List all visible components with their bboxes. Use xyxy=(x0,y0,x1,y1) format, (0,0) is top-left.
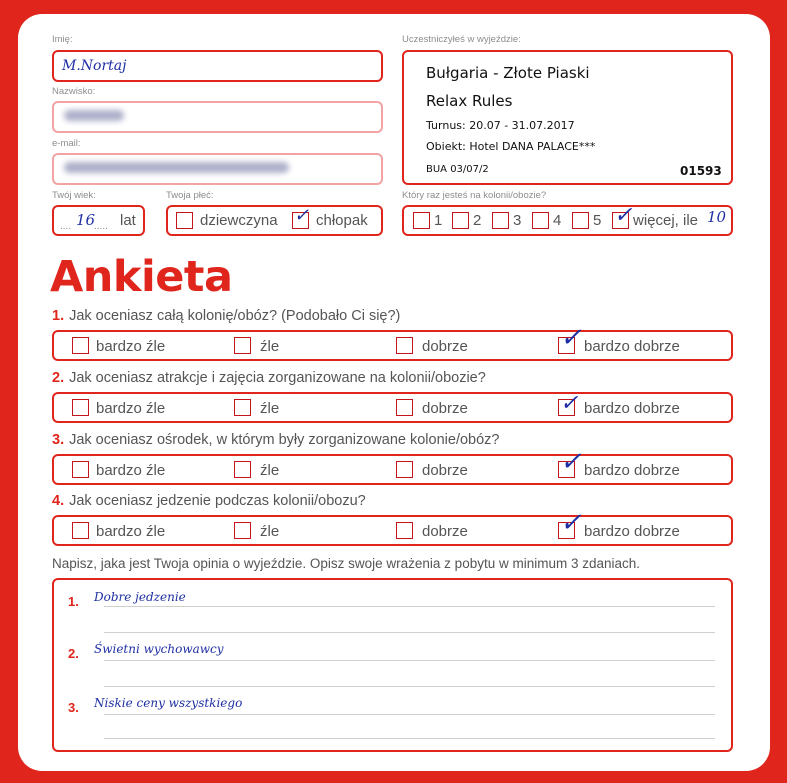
surname-field[interactable] xyxy=(52,101,383,133)
age-field[interactable] xyxy=(52,205,145,236)
q3-bardzo-dobrze-checkbox[interactable] xyxy=(558,447,582,478)
q3-zle-label: źle xyxy=(260,462,280,479)
q4-check-icon: ✓ xyxy=(560,508,582,538)
question-2-answers xyxy=(52,392,733,423)
q1-bardzo-dobrze-label: bardzo dobrze xyxy=(584,338,680,355)
question-2-number: 2. xyxy=(52,370,65,386)
gender-label: Twoja płeć: xyxy=(166,190,214,201)
gender-field xyxy=(166,205,383,236)
q4-bardzo-zle-label: bardzo źle xyxy=(96,523,166,540)
opinion-prompt: Napisz, jaka jest Twoja opinia o wyjeździe. Opisz swoje wrażenia z pobytu w minimum 3 zdaniach. xyxy=(52,556,641,571)
name-field[interactable] xyxy=(52,50,383,82)
times-option-5-label: 5 xyxy=(593,212,602,229)
opinion-2-text: Świetni wychowawcy xyxy=(94,642,224,656)
trip-destination: Bułgaria - Złote Piaski xyxy=(426,64,590,82)
question-2-text: Jak oceniasz atrakcje i zajęcia zorganizowane na kolonii/obozie? xyxy=(69,370,486,386)
opinion-1-text: Dobre jedzenie xyxy=(94,590,186,604)
q2-zle-label: źle xyxy=(260,400,280,417)
question-2 xyxy=(52,370,486,386)
trip-code: BUA 03/07/2 xyxy=(426,164,489,175)
q3-bardzo-zle-checkbox[interactable] xyxy=(72,461,89,478)
times-option-5-checkbox[interactable] xyxy=(572,212,589,229)
times-option-2-checkbox[interactable] xyxy=(452,212,469,229)
redacted-surname xyxy=(64,110,124,121)
trip-info-box xyxy=(402,50,733,185)
q1-bardzo-dobrze-checkbox[interactable] xyxy=(558,323,582,354)
trip-label: Uczestniczyłeś w wyjeździe: xyxy=(402,34,521,45)
gender-female-label: dziewczyna xyxy=(200,212,278,229)
email-field[interactable] xyxy=(52,153,383,185)
opinion-rule-3 xyxy=(104,660,715,661)
times-more-check-icon: ✓ xyxy=(614,203,633,228)
q1-dobrze-checkbox[interactable] xyxy=(396,337,413,354)
q2-bardzo-zle-label: bardzo źle xyxy=(96,400,166,417)
q4-bardzo-dobrze-checkbox[interactable] xyxy=(558,508,582,539)
question-1-answers xyxy=(52,323,733,361)
times-label: Który raz jesteś na kolonii/obozie? xyxy=(402,190,547,201)
question-4 xyxy=(52,493,366,509)
q4-dobrze-checkbox[interactable] xyxy=(396,522,413,539)
gender-male-label: chłopak xyxy=(316,212,368,229)
surname-label: Nazwisko: xyxy=(52,86,96,97)
question-3 xyxy=(52,432,499,448)
q2-bardzo-dobrze-checkbox[interactable] xyxy=(558,391,579,416)
gender-male-checkbox[interactable] xyxy=(292,205,310,229)
q1-zle-label: źle xyxy=(260,338,280,355)
opinion-3-text: Niskie ceny wszystkiego xyxy=(94,696,243,710)
q4-bardzo-dobrze-label: bardzo dobrze xyxy=(584,523,680,540)
times-option-3-checkbox[interactable] xyxy=(492,212,509,229)
q3-check-icon: ✓ xyxy=(560,447,582,477)
q1-check-icon: ✓ xyxy=(560,323,582,353)
age-label: Twój wiek: xyxy=(52,190,96,201)
times-option-4-checkbox[interactable] xyxy=(532,212,549,229)
q1-dobrze-label: dobrze xyxy=(422,338,468,355)
q2-dobrze-label: dobrze xyxy=(422,400,468,417)
survey-title: Ankieta xyxy=(50,252,233,302)
gender-female-checkbox[interactable] xyxy=(176,212,193,229)
question-4-text: Jak oceniasz jedzenie podczas kolonii/obozu? xyxy=(69,493,366,509)
question-1-text: Jak oceniasz całą kolonię/obóz? (Podobało Ci się?) xyxy=(69,308,401,324)
q4-bardzo-zle-checkbox[interactable] xyxy=(72,522,89,539)
question-1-number: 1. xyxy=(52,308,65,324)
times-option-4-label: 4 xyxy=(553,212,562,229)
opinion-3-number: 3. xyxy=(68,700,79,715)
times-option-1-label: 1 xyxy=(434,212,443,229)
q2-bardzo-dobrze-label: bardzo dobrze xyxy=(584,400,680,417)
q1-bardzo-zle-checkbox[interactable] xyxy=(72,337,89,354)
q2-check-icon: ✓ xyxy=(560,391,579,416)
q3-dobrze-label: dobrze xyxy=(422,462,468,479)
times-more-value: 10 xyxy=(707,208,727,226)
opinion-1-number: 1. xyxy=(68,594,79,609)
question-4-number: 4. xyxy=(52,493,65,509)
question-4-answers xyxy=(52,508,733,546)
q3-bardzo-dobrze-label: bardzo dobrze xyxy=(584,462,680,479)
opinion-2-number: 2. xyxy=(68,646,79,661)
gender-male-check-icon: ✓ xyxy=(294,205,310,226)
opinion-rule-4 xyxy=(104,686,715,687)
times-option-3-label: 3 xyxy=(513,212,522,229)
q2-bardzo-zle-checkbox[interactable] xyxy=(72,399,89,416)
q4-zle-checkbox[interactable] xyxy=(234,522,251,539)
q2-zle-checkbox[interactable] xyxy=(234,399,251,416)
times-option-1-checkbox[interactable] xyxy=(413,212,430,229)
age-dots-left: .... xyxy=(60,221,72,232)
opinion-rule-5 xyxy=(104,714,715,715)
question-3-number: 3. xyxy=(52,432,65,448)
q3-bardzo-zle-label: bardzo źle xyxy=(96,462,166,479)
name-value: M.Nortaj xyxy=(62,58,127,74)
trip-object: Obiekt: Hotel DANA PALACE*** xyxy=(426,140,596,153)
opinion-box[interactable] xyxy=(52,578,733,752)
times-option-2-label: 2 xyxy=(473,212,482,229)
opinion-rule-6 xyxy=(104,738,715,739)
q4-zle-label: źle xyxy=(260,523,280,540)
q2-dobrze-checkbox[interactable] xyxy=(396,399,413,416)
opinion-rule-1 xyxy=(104,606,715,607)
question-3-text: Jak oceniasz ośrodek, w którym były zorganizowane kolonie/obóz? xyxy=(69,432,500,448)
survey-sheet xyxy=(18,14,770,771)
q3-dobrze-checkbox[interactable] xyxy=(396,461,413,478)
question-3-answers xyxy=(52,447,733,485)
trip-number: 01593 xyxy=(680,164,722,178)
redacted-email xyxy=(64,162,289,173)
times-field xyxy=(402,205,733,236)
q3-zle-checkbox[interactable] xyxy=(234,461,251,478)
email-label: e-mail: xyxy=(52,138,81,149)
times-more-label: więcej, ile xyxy=(633,212,699,229)
question-1 xyxy=(52,308,400,324)
q1-bardzo-zle-label: bardzo źle xyxy=(96,338,166,355)
times-more-checkbox[interactable] xyxy=(612,203,633,229)
age-unit: lat xyxy=(120,212,136,229)
opinion-rule-2 xyxy=(104,632,715,633)
name-label: Imię: xyxy=(52,34,73,45)
trip-program: Relax Rules xyxy=(426,92,513,110)
trip-turnus: Turnus: 20.07 - 31.07.2017 xyxy=(426,119,575,132)
q1-zle-checkbox[interactable] xyxy=(234,337,251,354)
age-dots-right: ..... xyxy=(94,221,108,232)
q4-dobrze-label: dobrze xyxy=(422,523,468,540)
age-value: 16 xyxy=(76,211,96,229)
